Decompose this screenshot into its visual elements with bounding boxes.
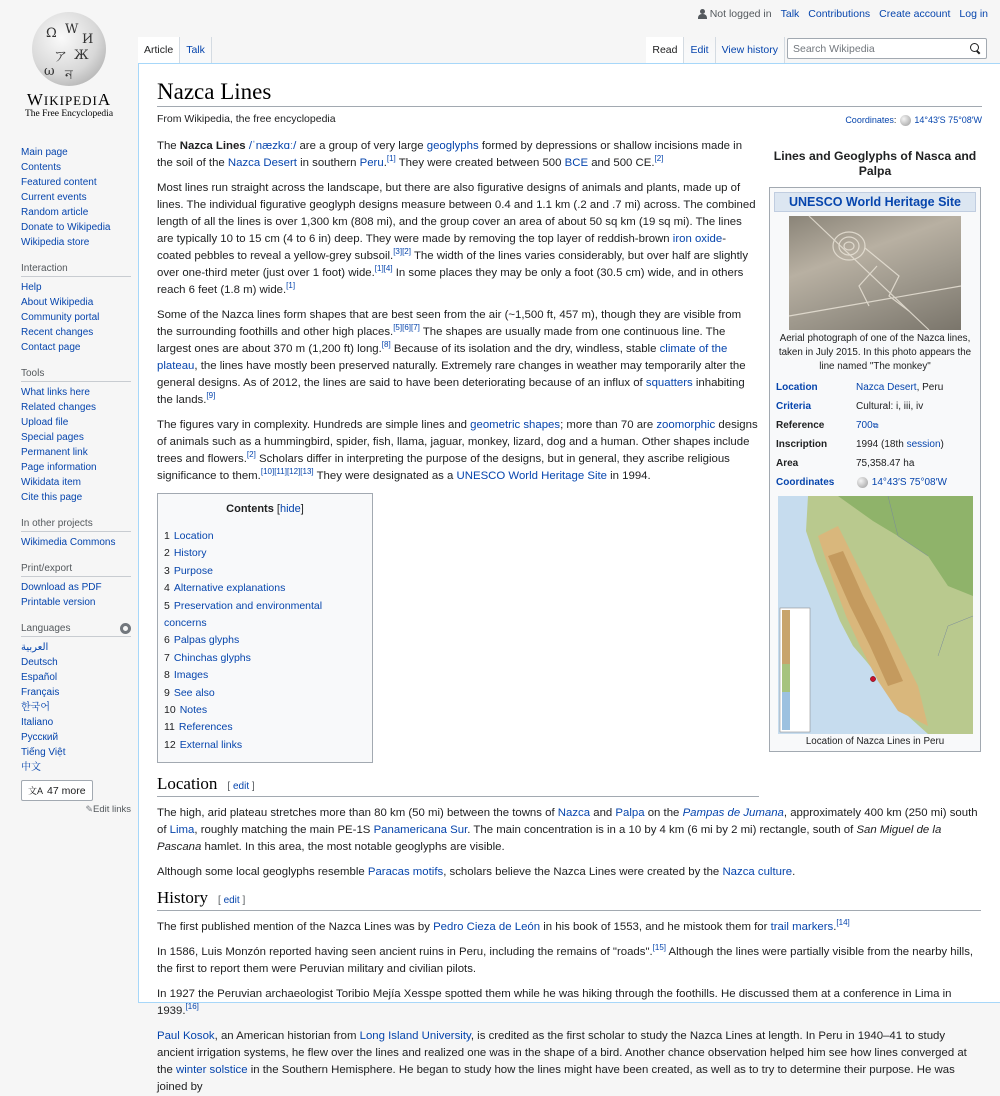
- sidebar-languages: [21, 623, 131, 815]
- sidebar-print: [21, 563, 131, 610]
- toc-item[interactable]: 10 Notes: [164, 704, 208, 717]
- map-caption: Location of Nazca Lines in Peru: [805, 736, 945, 747]
- search-input[interactable]: [788, 43, 968, 55]
- language-link[interactable]: Français: [21, 687, 60, 698]
- sidebar-item-help[interactable]: Help: [21, 282, 42, 293]
- criteria-key: Criteria: [776, 401, 812, 412]
- toc-item[interactable]: 6 Palpas glyphs: [164, 634, 240, 647]
- sidebar-item-pdf[interactable]: Download as PDF: [21, 582, 102, 593]
- tab-edit[interactable]: Edit: [684, 37, 715, 63]
- sidebar-item-page-info[interactable]: Page information: [21, 462, 97, 473]
- paragraph: The high, arid plateau stretches more than 80 km (50 mi) between the towns of Nazca and Palpa on the Pampas de Jumana, approximately 400 km (250 mi) south of Lima, roughly matching the main PE-1S Panamericana Sur. The main concentration is in a 10 by 4 km (6 mi by 2 mi) rectangle, south of San Miguel de la Pascana hamlet. In this area, the most notable geoglyphs are visible.: [157, 807, 978, 854]
- tab-article[interactable]: Article: [138, 37, 180, 63]
- wordmark: WIKIPEDIA: [26, 90, 112, 109]
- sidebar-item-store[interactable]: Wikipedia store: [21, 237, 90, 248]
- sidebar-item-contents[interactable]: Contents: [21, 162, 62, 173]
- external-link-icon: ⧉: [872, 421, 879, 430]
- aerial-photo[interactable]: [789, 216, 961, 330]
- sidebar-navigation: [21, 145, 131, 250]
- table-of-contents: Contents [hide] 1 Location 2 History 3 Purpose 4 Alternative explanations 5 Preservation and environmental concerns 6 Palpas glyphs 7 Chinchas glyphs 8 Images 9 See also 10 Notes 11 References 12 External links: [157, 493, 373, 763]
- toc-item[interactable]: 9 See also: [164, 686, 215, 699]
- area-value: 75,358.47 ha: [856, 458, 915, 469]
- sidebar-item-featured[interactable]: Featured content: [21, 177, 97, 188]
- toc-item[interactable]: 1 Location: [164, 530, 214, 542]
- paragraph: In 1586, Luis Monzón reported having seen ancient ruins in Peru, including the remains of "roads".[15] Although the lines were partially visible from the nearby hills, the first to report them were Peruvian military and civilian pilots.: [157, 943, 974, 976]
- toc-hide-link[interactable]: hide: [279, 503, 301, 515]
- sidebar-item-printable[interactable]: Printable version: [21, 597, 96, 608]
- edit-links-label: Edit links: [92, 804, 131, 815]
- sidebar-item-donate[interactable]: Donate to Wikipedia: [21, 222, 111, 233]
- language-link[interactable]: Español: [21, 672, 58, 683]
- site-subtitle: From Wikipedia, the free encyclopedia: [157, 113, 336, 125]
- location-country: , Peru: [916, 382, 944, 393]
- section-heading-location: Location [ edit ]: [157, 775, 759, 797]
- toc-item[interactable]: 7 Chinchas glyphs: [164, 651, 251, 664]
- sidebar-item-about[interactable]: About Wikipedia: [21, 297, 94, 308]
- content: [138, 63, 1000, 1094]
- sidebar-item-current-events[interactable]: Current events: [21, 192, 87, 203]
- session-link[interactable]: session: [906, 439, 941, 450]
- sidebar-item-permanent-link[interactable]: Permanent link: [21, 447, 88, 458]
- reference-key: Reference: [776, 420, 825, 431]
- language-link[interactable]: 한국어: [21, 702, 50, 713]
- gear-icon[interactable]: [120, 623, 131, 634]
- tab-read[interactable]: Read: [646, 37, 684, 63]
- language-link[interactable]: 中文: [21, 762, 41, 773]
- language-link[interactable]: العربية: [21, 642, 49, 653]
- language-link[interactable]: Deutsch: [21, 657, 58, 668]
- coordinates-link[interactable]: 14°43′S 75°08′W: [914, 115, 982, 125]
- toc-item[interactable]: 12 External links: [164, 738, 243, 751]
- paragraph: Paul Kosok, an American historian from Long Island University, is credited as the first scholar to study the Nazca Lines at length. In Peru in 1940–41 to study ancient irrigation systems, he flew over the lines and realized one was in the shape of a bird. Another chance observation helped him see how lines converged at the winter solstice in the Southern Hemisphere. He began to study how the lines might have been created, as well as to try to determine their purpose. He was joined by: [157, 1030, 967, 1094]
- log-in-link[interactable]: Log in: [959, 8, 988, 20]
- infobox: [769, 149, 981, 752]
- location-key: Location: [776, 382, 818, 393]
- location-map[interactable]: [778, 496, 973, 734]
- paragraph: Although some local geoglyphs resemble Paracas motifs, scholars believe the Nazca Lines were created by the Nazca culture.: [157, 866, 796, 879]
- paragraph: In 1927 the Peruvian archaeologist Toribio Mejía Xesspe spotted them while he was hiking through the foothills. He discussed them at a conference in Lima in 1939.[16]: [157, 988, 952, 1018]
- sidebar-item-main-page[interactable]: Main page: [21, 147, 68, 158]
- contributions-link[interactable]: Contributions: [808, 8, 871, 20]
- toc-title: Contents: [226, 503, 274, 515]
- toc-item[interactable]: 3 Purpose: [164, 564, 213, 577]
- area-key: Area: [776, 458, 799, 469]
- toc-item[interactable]: 5 Preservation and environmental concerns: [164, 599, 323, 630]
- personal-tools: [698, 8, 988, 20]
- search-box: [787, 38, 987, 59]
- sidebar-projects: [21, 518, 131, 550]
- toc-item[interactable]: 2 History: [164, 547, 207, 560]
- coordinates-label[interactable]: Coordinates: [845, 115, 894, 125]
- toc-item[interactable]: 8 Images: [164, 669, 209, 682]
- sidebar-item-upload[interactable]: Upload file: [21, 417, 69, 428]
- sidebar-item-community[interactable]: Community portal: [21, 312, 100, 323]
- sidebar-tools: [21, 368, 131, 505]
- paragraph: The Nazca Lines /ˈnæzkɑː/ are a group of very large geoglyphs formed by depressions or shallow incisions made in the soil of the Nazca Desert in southern Peru.[1] They were created between 500 BCE and 500 CE.[2]: [157, 140, 743, 169]
- article-lower: [157, 775, 981, 1096]
- logo-tagline: The Free Encyclopedia: [24, 109, 114, 119]
- edit-links[interactable]: [21, 804, 131, 815]
- photo-caption: Aerial photograph of one of the Nazca lines, taken in July 2015. In this photo appears the line named "The monkey": [778, 333, 972, 372]
- user-icon: [698, 9, 707, 19]
- paragraph: The figures vary in complexity. Hundreds are simple lines and geometric shapes; more than 70 are zoomorphic designs of animals such as a hummingbird, spider, fish, llama, jaguar, monkey, lizard, dog and a human. Other shapes include trees and flowers.[2] Scholars differ in interpreting the purpose of the designs, but in general, they ascribe religious significance to them.[10][11][12][13] They were designated as a UNESCO World Heritage Site in 1994.: [157, 419, 758, 482]
- infobox-title: Lines and Geoglyphs of Nasca and Palpa: [773, 149, 977, 178]
- sidebar-item-special-pages[interactable]: Special pages: [21, 432, 84, 443]
- pencil-icon: ✎: [85, 804, 93, 814]
- tools-heading: Tools: [21, 368, 45, 379]
- sidebar-item-commons[interactable]: Wikimedia Commons: [21, 537, 116, 548]
- more-languages-label: 47 more: [47, 784, 86, 797]
- sidebar-item-wikidata[interactable]: Wikidata item: [21, 477, 82, 488]
- translate-icon: 文A: [28, 786, 44, 796]
- languages-heading: Languages: [21, 623, 71, 634]
- globe-icon[interactable]: [900, 115, 911, 126]
- location-link[interactable]: Nazca Desert: [856, 382, 917, 393]
- paragraph: The first published mention of the Nazca Lines was by Pedro Cieza de León in his book of 1553, and he mistook them for trail markers.[14]: [157, 918, 850, 934]
- sidebar-item-random[interactable]: Random article: [21, 207, 89, 218]
- edit-section-link[interactable]: edit: [232, 781, 250, 793]
- inscription-key: Inscription: [776, 439, 828, 450]
- article-body: [157, 138, 759, 763]
- sidebar-interaction: [21, 263, 131, 355]
- reference-link[interactable]: 700: [856, 420, 873, 431]
- tab-talk[interactable]: Talk: [180, 37, 212, 63]
- paragraph: Some of the Nazca lines form shapes that are best seen from the air (~1,500 ft, 457 m), though they are visible from the surrounding foothills and other high places.[5][6][7] The shapes are usually made from one continuous line. The largest ones are about 370 m (1,200 ft) long.[8] Because of its isolation and the dry, windless, stable climate of the plateau, the lines have mostly been preserved naturally. Extremely rare changes in weather may temporarily alter the general designs. As of 2012, the lines are said to have been deteriorating because of an influx of squatters inhabiting the lands.[9]: [157, 309, 746, 406]
- wikipedia-logo[interactable]: [0, 0, 138, 130]
- sidebar-item-recent-changes[interactable]: Recent changes: [21, 327, 94, 338]
- sidebar: [21, 145, 131, 828]
- language-link[interactable]: Русский: [21, 732, 59, 743]
- sidebar-item-cite[interactable]: Cite this page: [21, 492, 83, 503]
- interaction-heading: Interaction: [21, 263, 68, 274]
- criteria-value: Cultural: i, iii, iv: [856, 401, 924, 412]
- section-heading-history: History [ edit ]: [157, 889, 981, 911]
- infobox-table: [774, 380, 976, 494]
- page-title: Nazca Lines: [157, 79, 982, 107]
- talk-link[interactable]: Talk: [780, 8, 800, 20]
- inscription-year: 1994 (18th: [856, 439, 907, 450]
- globe-icon[interactable]: [857, 477, 868, 488]
- projects-heading: In other projects: [21, 518, 93, 529]
- tab-history[interactable]: View history: [716, 37, 785, 63]
- whs-link[interactable]: UNESCO World Heritage Site: [788, 195, 962, 209]
- sidebar-item-related-changes[interactable]: Related changes: [21, 402, 97, 413]
- coordinates-key: Coordinates: [776, 477, 835, 488]
- language-link[interactable]: Italiano: [21, 717, 54, 728]
- language-link[interactable]: Tiếng Việt: [21, 747, 66, 758]
- inscription-close: ): [940, 439, 944, 450]
- sidebar-item-contact[interactable]: Contact page: [21, 342, 81, 353]
- toc-item[interactable]: 4 Alternative explanations: [164, 582, 286, 595]
- title-coordinates: Coordinates: 14°43′S 75°08′W: [845, 115, 982, 125]
- namespace-tabs: [138, 37, 212, 63]
- search-icon[interactable]: [970, 43, 981, 54]
- paragraph: Most lines run straight across the landscape, but there are also figurative designs of animals and plants, made up of lines. The individual figurative geoglyph designs measure between 0.4 and 1.1 km (.2 and .7 mi) across. The combined length of all the lines is over 1,300 km (808 mi), and the group cover an area of about 50 sq km (19 sq mi). The lines are typically 10 to 15 cm (4 to 6 in) deep. They were made by removing the top layer of reddish-brown iron oxide-coated pebbles to reveal a yellow-grey subsoil.[3][2] The width of the lines varies considerably, but over half are slightly over one-third meter (just over 1 foot) wide.[1][4] In some places they may be only a foot (30.5 cm) wide, and in others reach 6 feet (1.8 m) wide.[1]: [157, 182, 756, 296]
- more-languages-button[interactable]: [21, 780, 93, 801]
- not-logged-in-label: Not logged in: [709, 8, 772, 20]
- edit-section-link[interactable]: edit: [223, 895, 240, 907]
- infobox-coordinates-link[interactable]: 14°43′S 75°08′W: [871, 477, 947, 488]
- toc-item[interactable]: 11 References: [164, 721, 233, 734]
- sidebar-item-what-links-here[interactable]: What links here: [21, 387, 90, 398]
- print-heading: Print/export: [21, 563, 73, 574]
- not-logged-in: [698, 8, 772, 20]
- view-tabs: [646, 37, 785, 63]
- puzzle-globe-icon: Ω W И ア Ж ω ন: [32, 12, 106, 86]
- create-account-link[interactable]: Create account: [879, 8, 951, 20]
